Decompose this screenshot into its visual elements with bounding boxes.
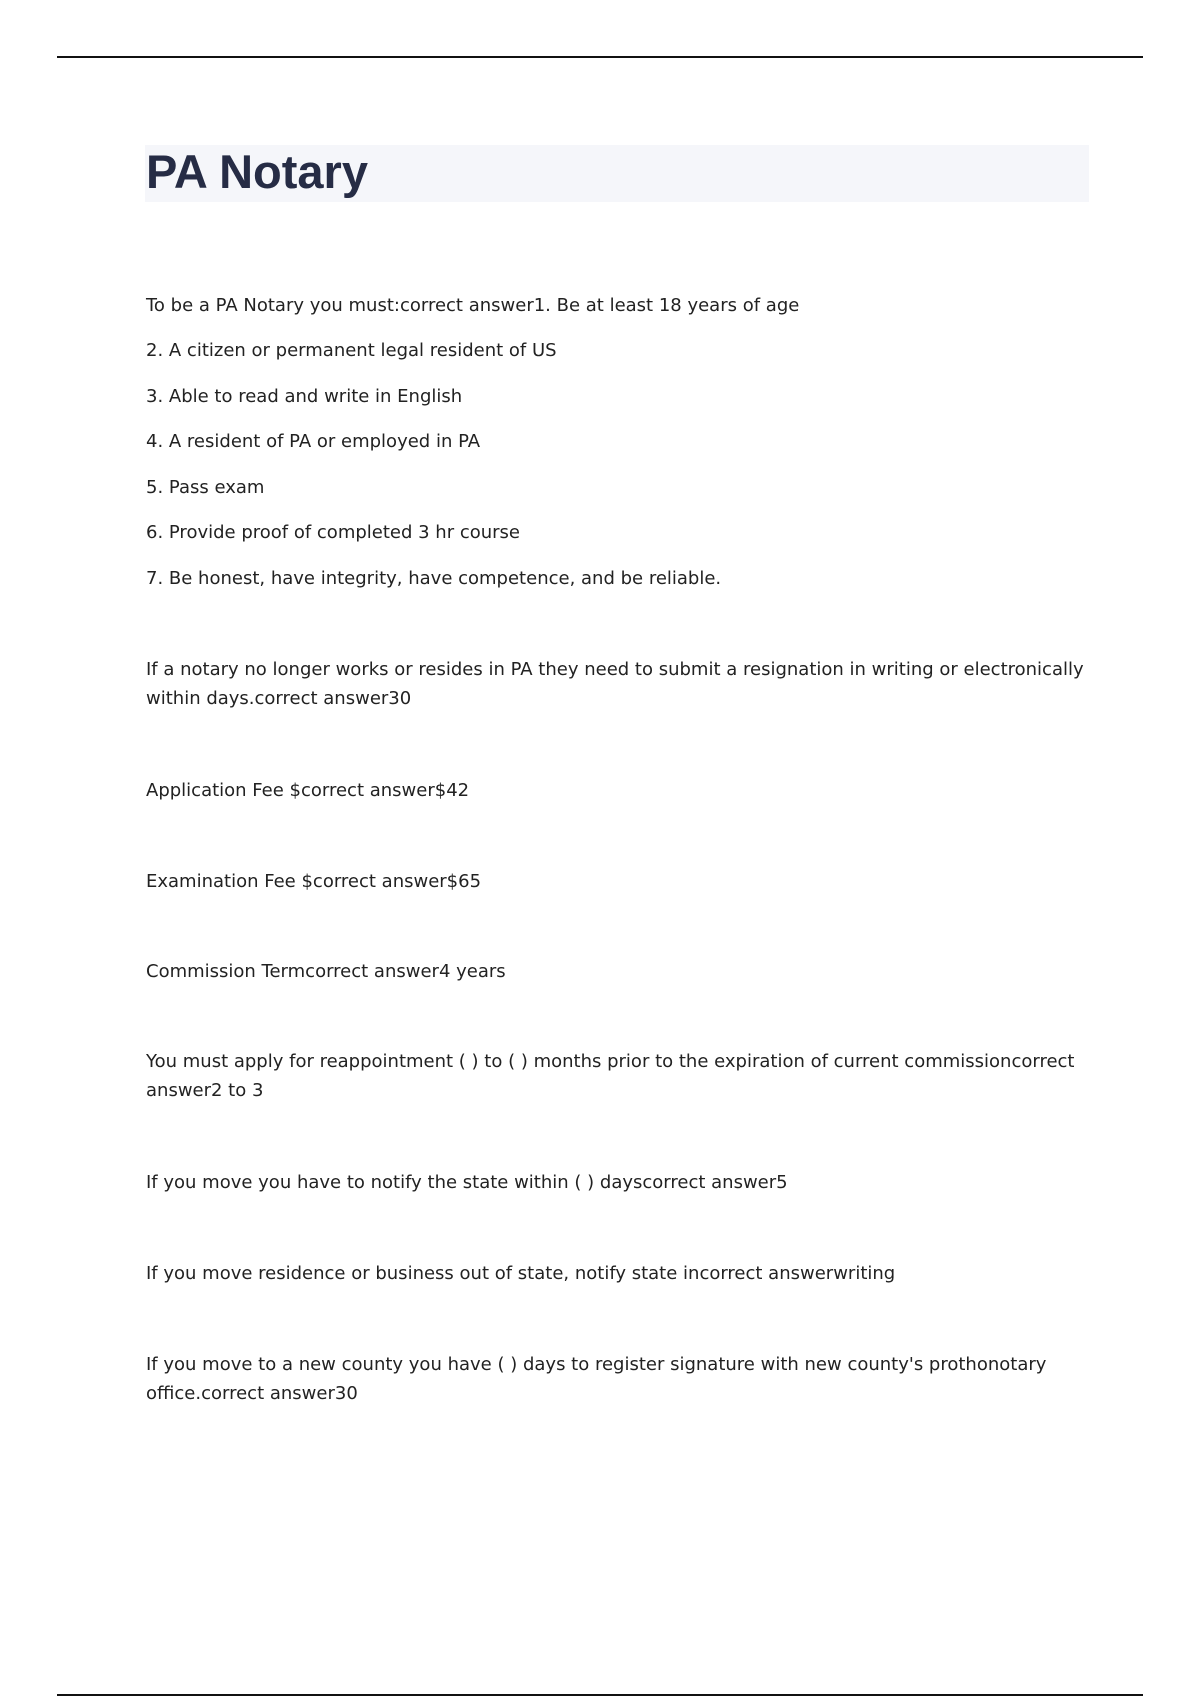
qa-item: If you move to a new county you have ( ) days to register signature with new county's prothonotary office.correct answer30 [146,1354,1047,1404]
qa-item: If you move residence or business out of state, notify state incorrect answerwriting [146,1263,896,1284]
requirement-line: 2. A citizen or permanent legal resident of US [146,340,557,361]
top-rule [57,56,1143,58]
bottom-rule [57,1694,1143,1696]
qa-item: If you move you have to notify the state within ( ) dayscorrect answer5 [146,1172,788,1193]
qa-item: Examination Fee $correct answer$65 [146,871,482,892]
requirement-line: 3. Able to read and write in English [146,386,463,407]
requirement-line: 6. Provide proof of completed 3 hr course [146,522,521,543]
qa-item: If a notary no longer works or resides in PA they need to submit a resignation in writing or electronically within days.correct answer30 [146,659,1084,709]
requirement-line: 4. A resident of PA or employed in PA [146,431,481,452]
qa-item: Commission Termcorrect answer4 years [146,961,506,982]
page-title: PA Notary [146,145,368,198]
requirement-line: To be a PA Notary you must:correct answer1. Be at least 18 years of age [146,295,800,316]
requirement-line: 7. Be honest, have integrity, have competence, and be reliable. [146,568,722,589]
qa-item: Application Fee $correct answer$42 [146,780,470,801]
requirement-line: 5. Pass exam [146,477,265,498]
qa-item: You must apply for reappointment ( ) to ( ) months prior to the expiration of current commissioncorrect answer2 to 3 [146,1051,1075,1101]
